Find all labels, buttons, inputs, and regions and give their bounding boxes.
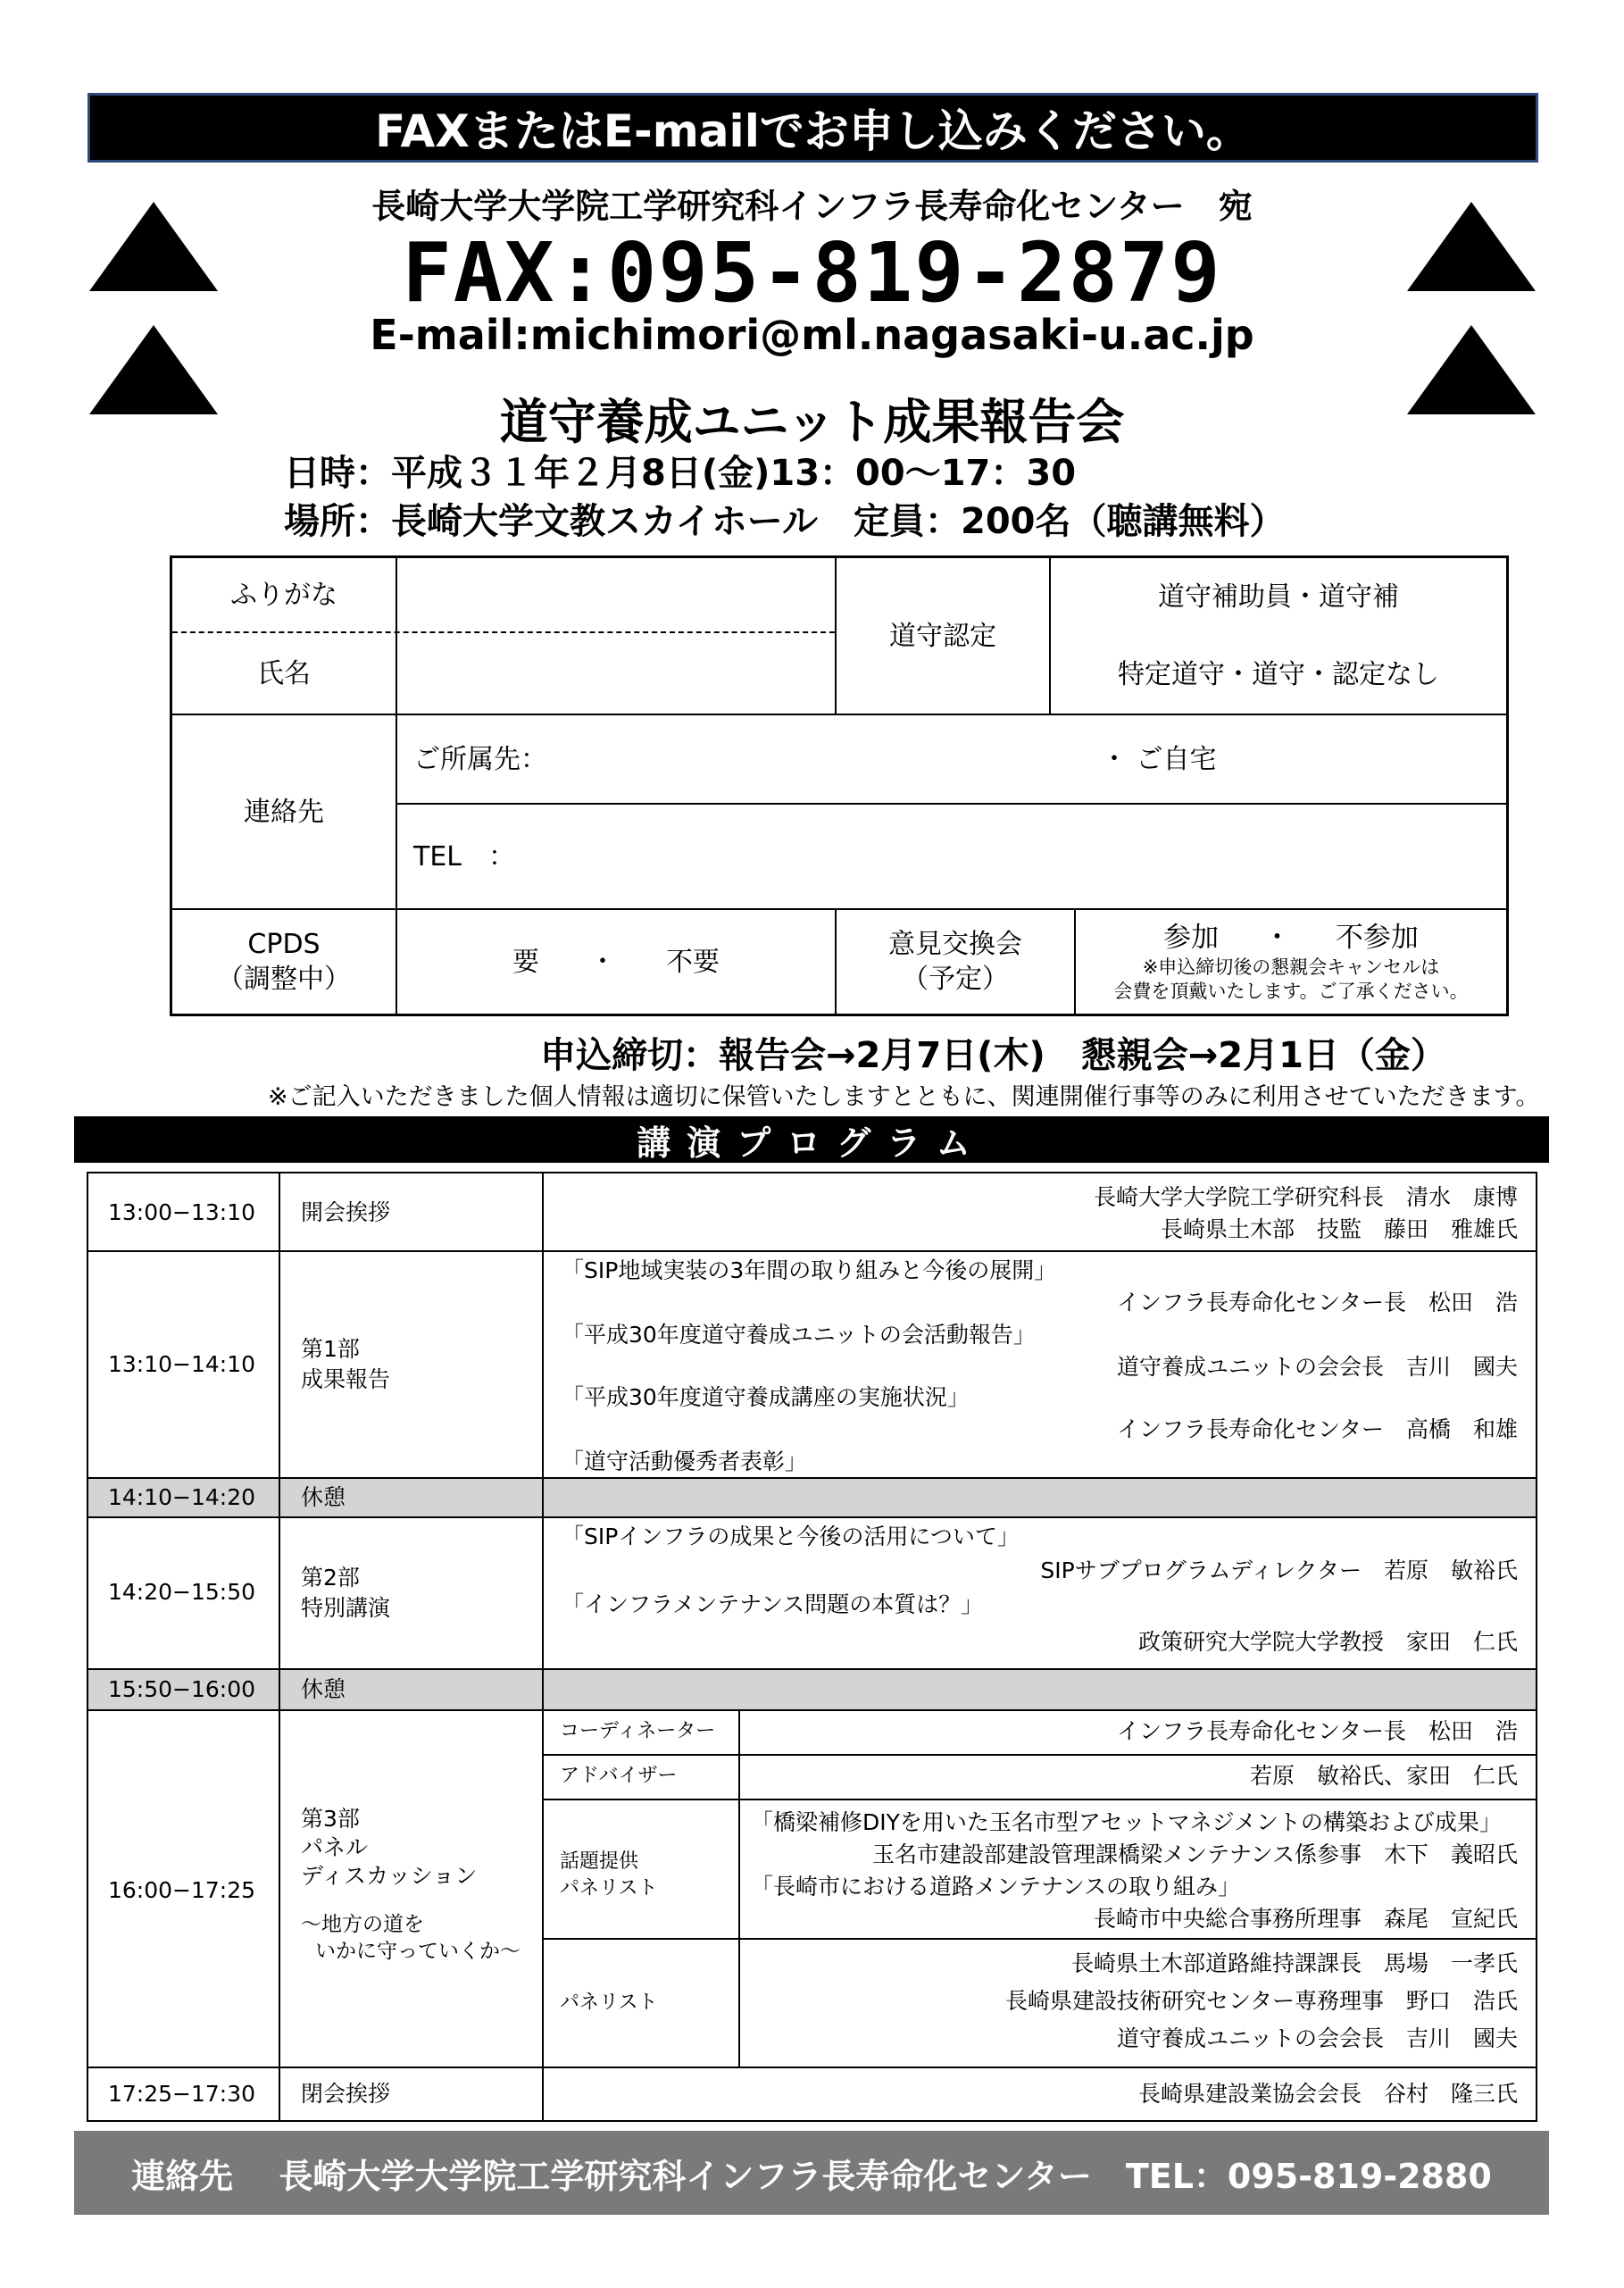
name-field[interactable] bbox=[397, 633, 835, 714]
program-heading: 講演プログラム bbox=[74, 1116, 1549, 1163]
exchange-label: 意見交換会 bbox=[888, 929, 1022, 960]
part1-title-1: 第1部 bbox=[301, 1336, 360, 1362]
opening-title: 開会挨拶 bbox=[301, 1199, 391, 1225]
table-divider bbox=[88, 1668, 1536, 1670]
part1-talk-3: 「平成30年度道守養成講座の実施状況」 bbox=[562, 1384, 970, 1410]
table-divider bbox=[542, 1754, 1536, 1756]
part1-talk-4: 「道守活動優秀者表彰」 bbox=[562, 1449, 808, 1474]
part2-title-1: 第2部 bbox=[301, 1565, 360, 1591]
registration-form bbox=[170, 555, 1509, 1016]
part1-talk-2: 「平成30年度道守養成ユニットの会活動報告」 bbox=[562, 1322, 1036, 1348]
furigana-label: ふりがな bbox=[230, 579, 337, 611]
exchange-note-1: ※申込締切後の懇親会キャンセルは bbox=[1142, 956, 1440, 978]
break1-time: 14:10−14:20 bbox=[108, 1484, 256, 1510]
advisor: 若原 敏裕氏、家田 仁氏 bbox=[1249, 1763, 1518, 1789]
panelist-2: 長崎県建設技術研究センター専務理事 野口 浩氏 bbox=[1004, 1988, 1518, 2014]
cpds-yes[interactable]: 要 bbox=[512, 946, 539, 978]
banner-text: FAXまたはE-mailでお申し込みください。 bbox=[375, 105, 1251, 157]
panelist-3: 道守養成ユニットの会会長 吉川 國夫 bbox=[1116, 2025, 1518, 2051]
fax-number: FAX:095-819-2879 bbox=[402, 225, 1222, 321]
cpds-separator: ・ bbox=[589, 946, 616, 978]
affiliation-label: ご所属先： bbox=[413, 743, 547, 775]
exchange-choice bbox=[1163, 920, 1419, 956]
table-divider bbox=[542, 1173, 544, 2120]
program-table bbox=[87, 1172, 1537, 2122]
table-divider bbox=[88, 1516, 1536, 1518]
contact-label: 連絡先 bbox=[244, 796, 324, 828]
panelist-label: パネリスト bbox=[560, 1992, 658, 2014]
exchange-note-2: 会費を頂戴いたします。ご了承ください。 bbox=[1113, 981, 1469, 1003]
part3-title-3: ディスカッション bbox=[301, 1863, 478, 1889]
break2-title: 休憩 bbox=[301, 1676, 346, 1702]
event-title: 道守養成ユニット成果報告会 bbox=[499, 394, 1125, 450]
table-divider bbox=[88, 1250, 1536, 1252]
topic-label-1: 話題提供 bbox=[560, 1850, 639, 1873]
part3-subtitle-1: ～地方の道を bbox=[301, 1913, 424, 1936]
cpds-no[interactable]: 不要 bbox=[666, 946, 720, 978]
topic-2: 「長崎市における道路メンテナンスの取り組み」 bbox=[751, 1874, 1241, 1900]
exchange-separator: ・ bbox=[1263, 921, 1291, 954]
certification-option-2[interactable]: 特定道守・道守・認定なし bbox=[1118, 659, 1439, 690]
home-option[interactable]: ・ ご自宅 bbox=[1101, 743, 1217, 775]
privacy-note: ※ご記入いただきました個人情報は適切に保管いたしますとともに、関連開催行事等のみに利用させていただきます。 bbox=[268, 1083, 1540, 1111]
part1-title-2: 成果報告 bbox=[301, 1366, 391, 1392]
footer-text: 連絡先 長崎大学大学院工学研究科インフラ長寿命化センター TEL：095-819-2880 bbox=[131, 2156, 1492, 2196]
certification-option-1[interactable]: 道守補助員・道守補 bbox=[1158, 581, 1399, 613]
part1-speaker-2: 道守養成ユニットの会会長 吉川 國夫 bbox=[1116, 1354, 1518, 1380]
opening-speaker-1: 長崎大学大学院工学研究科長 清水 康博 bbox=[1093, 1184, 1518, 1210]
event-venue: 場所：長崎大学文教スカイホール 定員：200名（聴講無料） bbox=[284, 501, 1286, 542]
part1-speaker-3: インフラ長寿命化センター 高橋 和雄 bbox=[1116, 1416, 1518, 1442]
table-divider bbox=[738, 1709, 740, 2067]
exchange-sub: （予定） bbox=[902, 964, 1009, 995]
part3-title-1: 第3部 bbox=[301, 1806, 360, 1832]
cpds-label: CPDS bbox=[247, 929, 321, 960]
footer-contact bbox=[74, 2131, 1549, 2215]
table-divider bbox=[279, 1173, 280, 2120]
part2-speaker-2: 政策研究大学院大学教授 家田 仁氏 bbox=[1137, 1629, 1518, 1655]
part3-subtitle-2: いかに守っていくか～ bbox=[315, 1940, 521, 1963]
part3-time: 16:00−17:25 bbox=[108, 1877, 256, 1903]
certification-label: 道守認定 bbox=[889, 620, 996, 652]
break1-title: 休憩 bbox=[301, 1484, 346, 1510]
part1-time: 13:10−14:10 bbox=[108, 1351, 256, 1377]
table-divider bbox=[88, 2067, 1536, 2068]
part2-talk-1: 「SIPインフラの成果と今後の活用について」 bbox=[562, 1524, 1020, 1549]
tel-field[interactable] bbox=[556, 805, 1503, 908]
addressee: 長崎大学大学院工学研究科インフラ長寿命化センター 宛 bbox=[371, 187, 1253, 226]
opening-speaker-2: 長崎県土木部 技監 藤田 雅雄氏 bbox=[1160, 1216, 1518, 1242]
opening-time: 13:00−13:10 bbox=[108, 1199, 256, 1225]
part1-speaker-1: インフラ長寿命化センター長 松田 浩 bbox=[1116, 1290, 1518, 1315]
closing-time: 17:25−17:30 bbox=[108, 2081, 256, 2107]
exchange-options bbox=[1076, 910, 1506, 1014]
email-address: E-mail:michimori@ml.nagasaki-u.ac.jp bbox=[370, 311, 1254, 359]
part2-time: 14:20−15:50 bbox=[108, 1579, 256, 1605]
furigana-field[interactable] bbox=[397, 558, 835, 631]
coordinator-label: コーディネーター bbox=[560, 1720, 716, 1742]
top-banner bbox=[87, 93, 1538, 163]
tel-label: TEL ： bbox=[413, 840, 515, 873]
table-divider bbox=[542, 1799, 1536, 1800]
exchange-no[interactable]: 不参加 bbox=[1335, 921, 1419, 954]
topic-2-speaker: 長崎市中央総合事務所理事 森尾 宣紀氏 bbox=[1093, 1906, 1518, 1932]
advisor-label: アドバイザー bbox=[560, 1765, 678, 1787]
cpds-label-cell bbox=[172, 910, 396, 1014]
name-label: 氏名 bbox=[257, 657, 311, 689]
part2-talk-2: 「インフラメンテナンス問題の本質は？」 bbox=[562, 1591, 984, 1617]
closing-title: 閉会挨拶 bbox=[301, 2081, 391, 2107]
event-date: 日時：平成３１年２月8日(金)13：00～17：30 bbox=[284, 453, 1077, 494]
table-divider bbox=[88, 1709, 1536, 1711]
topic-1: 「橋梁補修DIYを用いた玉名市型アセットマネジメントの構築および成果」 bbox=[751, 1809, 1502, 1835]
part2-title-2: 特別講演 bbox=[301, 1595, 391, 1621]
cpds-options bbox=[397, 910, 835, 1014]
closing-speaker: 長崎県建設業協会会長 谷村 隆三氏 bbox=[1137, 2081, 1518, 2107]
affiliation-field[interactable] bbox=[592, 715, 1092, 803]
break2-time: 15:50−16:00 bbox=[108, 1676, 256, 1702]
topic-1-speaker: 玉名市建設部建設管理課橋梁メンテナンス係参事 木下 義昭氏 bbox=[871, 1841, 1518, 1867]
cpds-sub: （調整中） bbox=[217, 964, 351, 995]
panelist-1: 長崎県土木部道路維持課課長 馬場 一孝氏 bbox=[1070, 1950, 1518, 1976]
table-divider bbox=[88, 1477, 1536, 1479]
table-divider bbox=[542, 1938, 1536, 1940]
exchange-yes[interactable]: 参加 bbox=[1163, 921, 1220, 954]
coordinator: インフラ長寿命化センター長 松田 浩 bbox=[1116, 1718, 1518, 1744]
part3-title-2: パネル bbox=[301, 1834, 369, 1860]
exchange-label-cell bbox=[837, 910, 1074, 1014]
part2-speaker-1: SIPサブプログラムディレクター 若原 敏裕氏 bbox=[1040, 1557, 1518, 1583]
deadline: 申込締切：報告会→2月7日(木) 懇親会→2月1日（金） bbox=[540, 1035, 1446, 1076]
part1-talk-1: 「SIP地域実装の3年間の取り組みと今後の展開」 bbox=[562, 1257, 1057, 1283]
topic-label-2: パネリスト bbox=[560, 1877, 658, 1900]
